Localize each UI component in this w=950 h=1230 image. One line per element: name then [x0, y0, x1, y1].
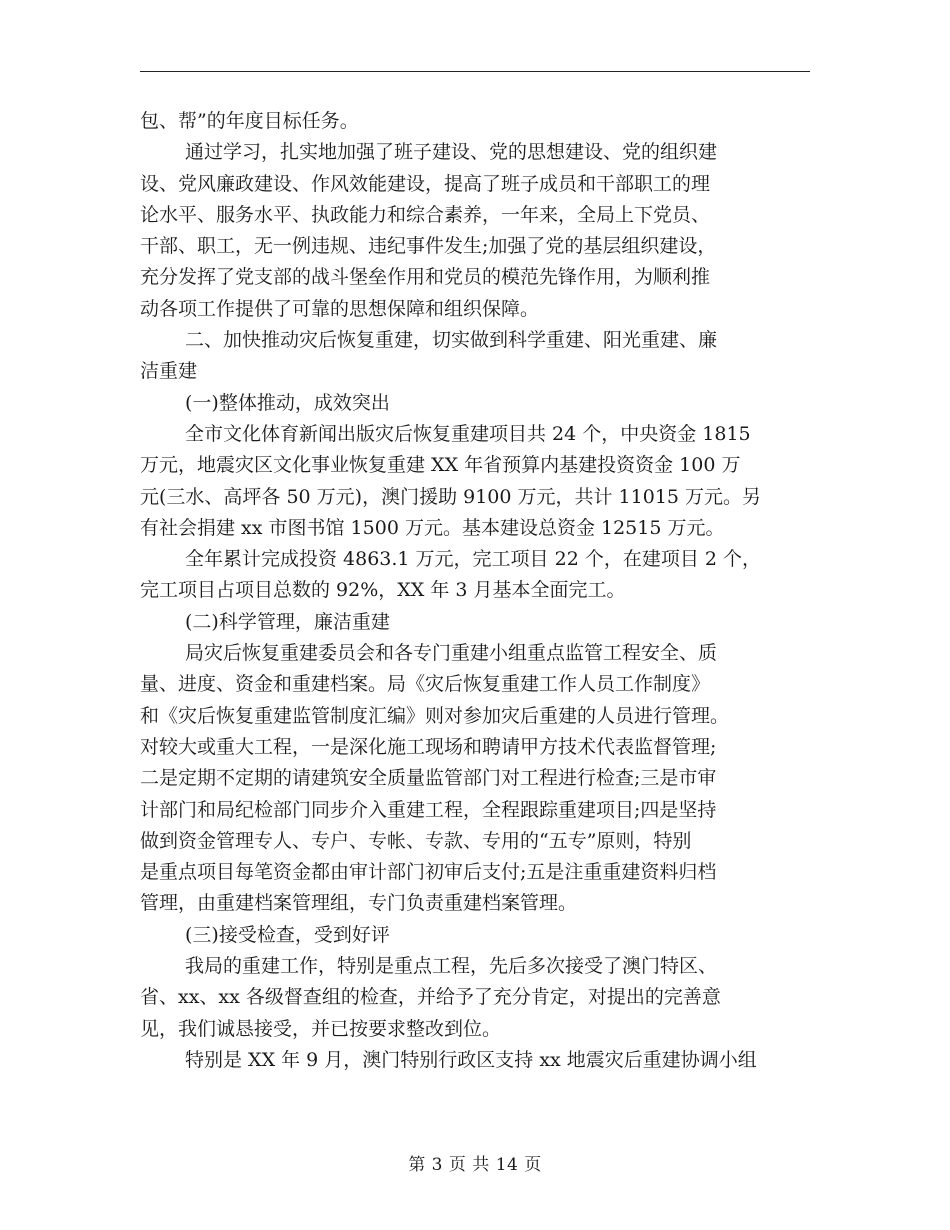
- text-line: 设、党风廉政建设、作风效能建设，提高了班子成员和干部职工的理: [140, 172, 711, 195]
- text-line: 动各项工作提供了可靠的思想保障和组织保障。: [140, 297, 540, 320]
- text-line: (三)接受检查，受到好评: [185, 923, 390, 946]
- text-line: 二、加快推动灾后恢复重建，切实做到科学重建、阳光重建、廉: [185, 329, 718, 352]
- text-line: 管理，由重建档案管理组，专门负责重建档案管理。: [140, 892, 578, 915]
- text-line: 量、进度、资金和重建档案。局《灾后恢复重建工作人员工作制度》: [140, 673, 711, 696]
- text-line: 和《灾后恢复重建监管制度汇编》则对参加灾后重建的人员进行管理。: [140, 704, 730, 727]
- text-line: 做到资金管理专人、专户、专帐、专款、专用的“五专”原则，特别: [140, 829, 692, 852]
- text-line: 省、xx、xx 各级督查组的检查，并给予了充分肯定，对提出的完善意: [140, 986, 721, 1009]
- text-line: 我局的重建工作，特别是重点工程，先后多次接受了澳门特区、: [185, 955, 718, 978]
- page-number: 第 3 页 共 14 页: [408, 1155, 542, 1175]
- text-line: 干部、职工，无一例违规、违纪事件发生;加强了党的基层组织建设，: [140, 235, 717, 258]
- text-line: 全年累计完成投资 4863.1 万元，完工项目 22 个，在建项目 2 个，: [185, 548, 761, 571]
- text-line: 万元，地震灾区文化事业恢复重建 XX 年省预算内基建投资资金 100 万: [140, 454, 741, 477]
- text-line: 二是定期不定期的请建筑安全质量监管部门对工程进行检查;三是市审: [140, 767, 717, 790]
- text-line: 对较大或重大工程，一是深化施工现场和聘请甲方技术代表监督管理;: [140, 735, 717, 758]
- text-line: (一)整体推动，成效突出: [185, 391, 390, 414]
- text-line: 计部门和局纪检部门同步介入重建工程，全程跟踪重建项目;四是坚持: [140, 798, 717, 821]
- text-line: 洁重建: [140, 360, 198, 383]
- text-line: 通过学习，扎实地加强了班子建设、党的思想建设、党的组织建: [185, 141, 718, 164]
- text-line: 完工项目占项目总数的 92%，XX 年 3 月基本全面完工。: [140, 579, 626, 602]
- text-line: 特别是 XX 年 9 月，澳门特别行政区支持 xx 地震灾后重建协调小组: [185, 1048, 757, 1071]
- document-body: [140, 106, 812, 1076]
- text-line: 是重点项目每笔资金都由审计部门初审后支付;五是注重重建资料归档: [140, 861, 717, 884]
- text-line: (二)科学管理，廉洁重建: [185, 610, 390, 633]
- text-line: 论水平、服务水平、执政能力和综合素养，一年来，全局上下党员、: [140, 203, 711, 226]
- page-footer: [0, 1153, 950, 1177]
- header-rule: [140, 71, 810, 72]
- text-line: 充分发挥了党支部的战斗堡垒作用和党员的模范先锋作用，为顺利推: [140, 266, 711, 289]
- text-line: 全市文化体育新闻出版灾后恢复重建项目共 24 个，中央资金 1815: [185, 422, 751, 445]
- text-line: 有社会捐建 xx 市图书馆 1500 万元。基本建设总资金 12515 万元。: [140, 516, 725, 539]
- text-line: 元(三水、高坪各 50 万元)，澳门援助 9100 万元，共计 11015 万元。另: [140, 485, 762, 508]
- text-line: 包、帮”的年度目标任务。: [140, 110, 359, 132]
- text-line: 局灾后恢复重建委员会和各专门重建小组重点监管工程安全、质: [185, 642, 718, 665]
- text-line: 见，我们诚恳接受，并已按要求整改到位。: [140, 1017, 502, 1040]
